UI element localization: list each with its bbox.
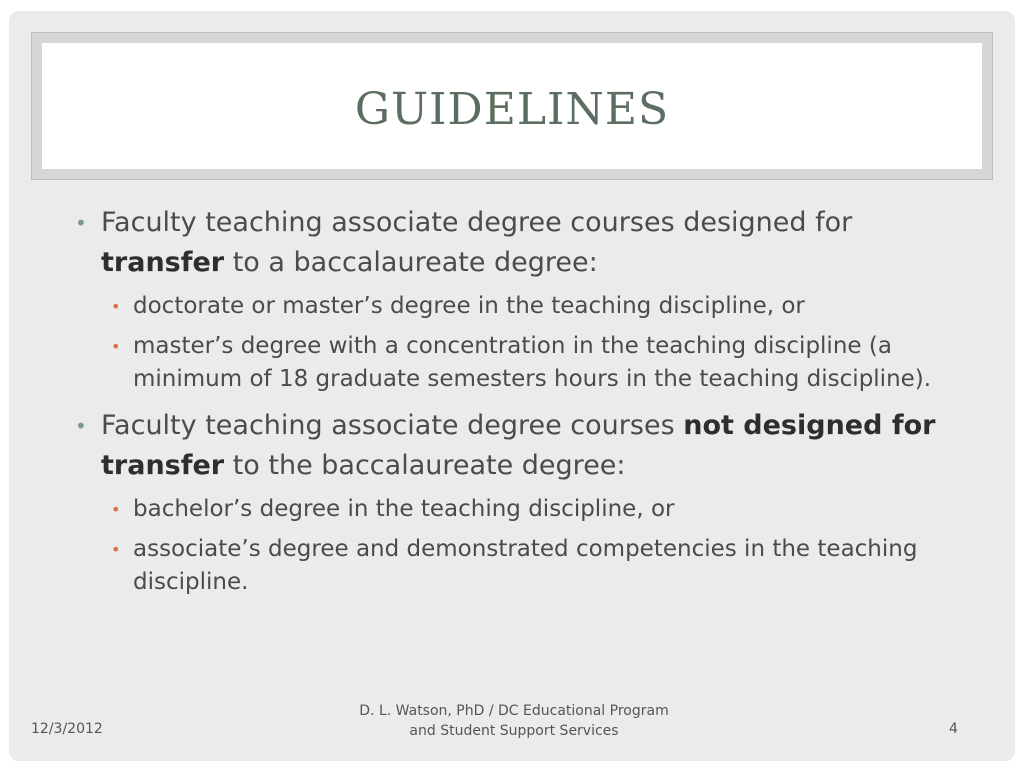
sub-bullet-dot-icon: • (111, 337, 121, 356)
bullet-text: Faculty teaching associate degree courses designed for (101, 207, 853, 238)
sub-bullet-text: master’s degree with a concentration in the teaching discipline (a minimum of 18 graduate semesters hours in the teaching discipline). (133, 333, 932, 392)
footer-page-number: 4 (949, 721, 958, 737)
sub-bullet-item (69, 533, 969, 599)
bullet-dot-icon: • (75, 211, 87, 235)
footer-date: 12/3/2012 (31, 721, 103, 737)
sub-bullet-text: bachelor’s degree in the teaching discipline, or (133, 496, 675, 522)
bullet-emphasis: not designed for transfer (101, 410, 936, 481)
bullet-item (69, 203, 969, 283)
sub-bullet-dot-icon: • (111, 500, 121, 519)
sub-list (69, 290, 969, 396)
sub-bullet-dot-icon: • (111, 297, 121, 316)
slide (9, 11, 1015, 761)
bullet-dot-icon: • (75, 414, 87, 438)
title-box (42, 43, 982, 169)
sub-bullet-text: associate’s degree and demonstrated competencies in the teaching discipline. (133, 536, 918, 595)
bullet-emphasis: transfer (101, 247, 225, 278)
sub-bullet-item (69, 290, 969, 323)
bullet-text-end: to a baccalaureate degree: (224, 247, 598, 278)
sub-bullet-item (69, 493, 969, 526)
bullet-text-end: to the baccalaureate degree: (224, 450, 626, 481)
slide-title: GUIDELINES (354, 83, 670, 135)
bullet-text: Faculty teaching associate degree courses (101, 410, 684, 441)
sub-bullet-item (69, 330, 969, 396)
sub-bullet-text: doctorate or master’s degree in the teaching discipline, or (133, 293, 805, 319)
footer-presenter: D. L. Watson, PhD / DC Educational Program and Student Support Services (359, 703, 669, 739)
sub-list (69, 493, 969, 599)
bullet-item (69, 406, 969, 486)
content-area (69, 203, 969, 599)
title-frame (31, 32, 993, 180)
sub-bullet-dot-icon: • (111, 540, 121, 559)
